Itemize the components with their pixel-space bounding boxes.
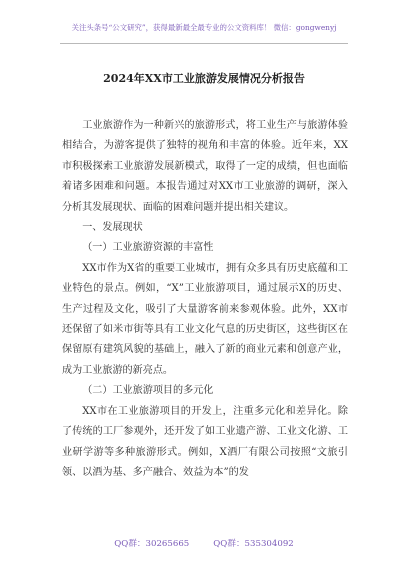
document-title: 2024年XX市工业旅游发展情况分析报告 <box>103 72 305 85</box>
header-divider <box>60 43 348 44</box>
footer-qq-group-1: QQ群：30265665 <box>114 539 190 549</box>
project-paragraph: XX市在工业旅游项目的开发上，注重多元化和差异化。除了传统的工厂参观外，还开发了如工业遗产游、工业文化游、工业研学游等多种旅游形式。例如，X酒厂有限公司按照“文旅引领、以酒为基、多产融合、效益为本”的发 <box>62 405 348 478</box>
footer-contact <box>0 537 408 549</box>
section-heading-development-status: 一、发展现状 <box>82 222 143 234</box>
header-promo-note: 关注头条号“公文研究”，获得最新最全最专业的公文资料库！ 微信：gongwenyj <box>71 23 337 32</box>
subheading-resource-richness: （一）工业旅游资源的丰富性 <box>82 242 214 254</box>
document-body <box>62 116 348 483</box>
intro-paragraph: 工业旅游作为一种新兴的旅游形式，将工业生产与旅游体验相结合，为游客提供了独特的视角和丰富的体验。近年来，XX市积极探索工业旅游发展新模式，取得了一定的成绩，但也面临着诸多困难和问题。本报告通过对XX市工业旅游的调研，深入分析其发展现状、面临的困难问题并提出相关建议。 <box>62 120 348 213</box>
resource-paragraph: XX市作为X省的重要工业城市，拥有众多具有历史底蕴和工业特色的景点。例如，“X”工业旅游项目，通过展示X的历史、生产过程及文化，吸引了大量游客前来参观体验。此外，XX市还保留了如米市街等具有工业文化气息的历史街区，这些街区在保留原有建筑风貌的基础上，融入了新的商业元素和创意产业，成为工业旅游的新亮点。 <box>62 262 348 376</box>
footer-qq-group-2: QQ群：535304092 <box>213 539 294 549</box>
subheading-project-diversity: （二）工业旅游项目的多元化 <box>82 385 214 397</box>
